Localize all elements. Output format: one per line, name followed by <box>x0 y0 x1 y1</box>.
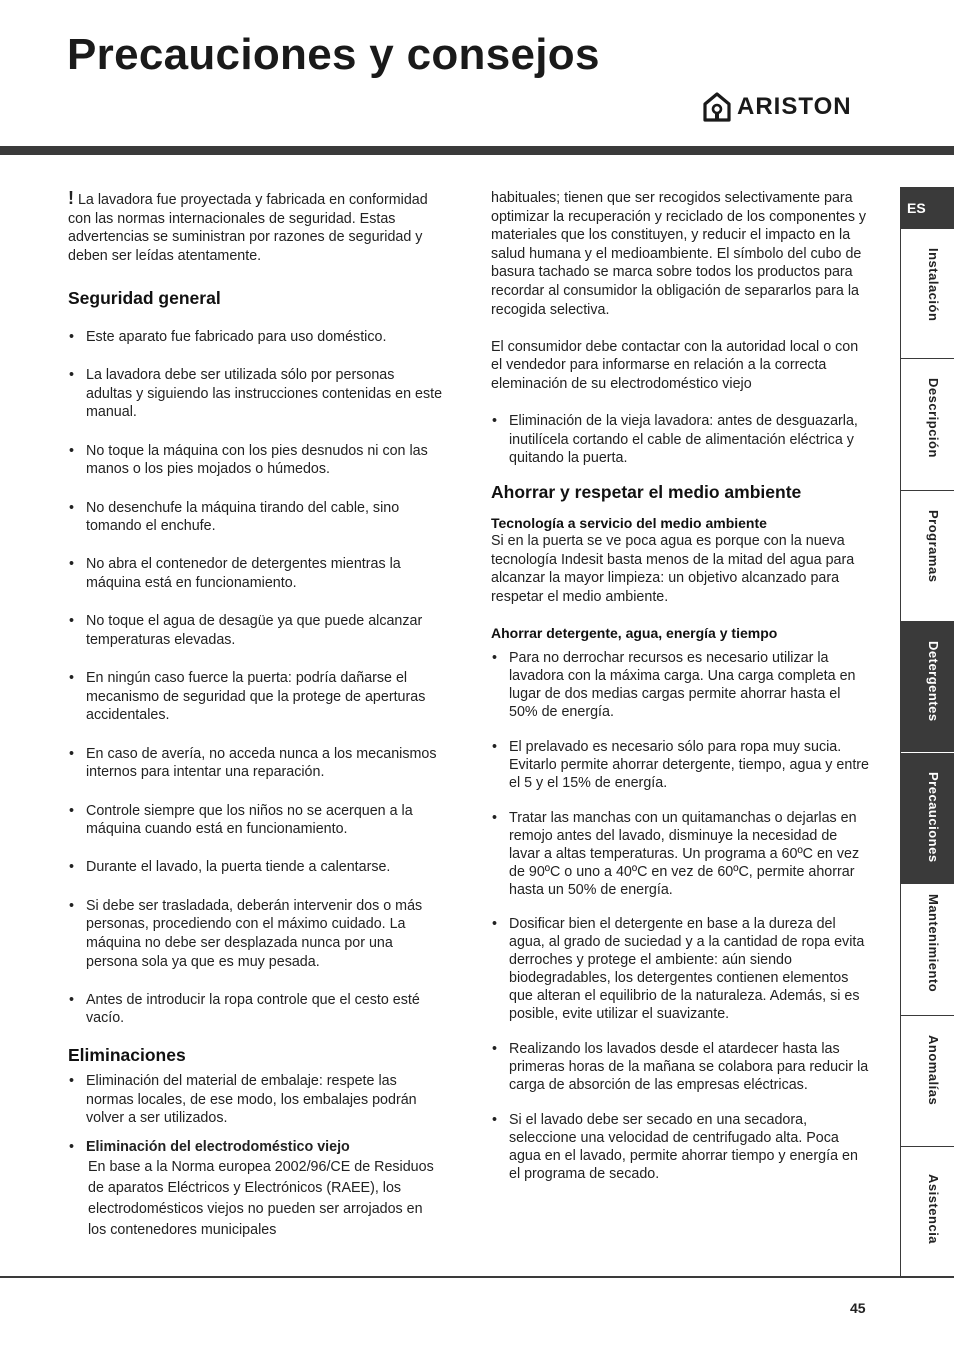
tab-programas[interactable] <box>901 490 954 621</box>
consumer-paragraph: El consumidor debe contactar con la autoridad local o con el vendedor para informarse en relación a la correcta eleminación de su electrodoméstico viejo <box>491 338 859 392</box>
tab-label: Anomalías <box>926 1035 941 1106</box>
ahorrar-list <box>491 649 871 1183</box>
list-item: • Si debe ser trasladada, deberán intervenir dos o más personas, procediendo con el máximo cuidado. La máquina no debe ser desplazada nunca por una persona sola ya que es muy pesada. <box>68 897 444 971</box>
tab-precauciones[interactable] <box>901 752 954 883</box>
tab-label: Programas <box>926 510 941 583</box>
tab-mantenimiento[interactable] <box>901 883 954 1015</box>
list-item <box>68 1138 444 1241</box>
vieja-list <box>491 412 871 468</box>
tab-label: Asistencia <box>926 1174 941 1245</box>
tab-descripcion[interactable] <box>901 358 954 490</box>
tab-instalacion[interactable] <box>901 228 954 358</box>
tab-label: Descripción <box>926 378 941 458</box>
eliminaciones-list <box>68 1072 444 1240</box>
list-item: • Eliminación del material de embalaje: respete las normas locales, de ese modo, los embalajes podrán volver a ser utilizados. <box>68 1072 444 1128</box>
list-item: • Si el lavado debe ser secado en una secadora, seleccione una velocidad de centrifugado alta. Poca agua en el lavado, permite ahorrar tiempo y energía en el programa de secado. <box>491 1111 871 1183</box>
list-item-heading: • Eliminación del electrodoméstico viejo <box>86 1139 350 1156</box>
heading-eliminaciones: Eliminaciones <box>68 1044 186 1065</box>
list-item: • La lavadora debe ser utilizada sólo por personas adultas y siguiendo las instrucciones contenidas en este manual. <box>68 366 444 422</box>
page-title: Precauciones y consejos <box>67 30 600 79</box>
list-item: • Antes de introducir la ropa controle que el cesto esté vacío. <box>68 991 444 1028</box>
continued-paragraph: habituales; tienen que ser recogidos selectivamente para optimizar la recuperación y reciclado de los componentes y materiales que los constituyen, y reducir el impacto en la salud humana y el medioambiente. El símbolo del cubo de basura tachado se marca sobre todos los productos para recordar al consumidor la obligación de separarlos para la recogida selectiva. <box>491 190 867 318</box>
list-item: • Este aparato fue fabricado para uso doméstico. <box>68 328 444 347</box>
heading-ahorrar: Ahorrar y respetar el medio ambiente <box>491 481 802 502</box>
tecnologia-paragraph: Si en la puerta se ve poca agua es porque con la nueva tecnología Indesit basta menos de la mitad del agua para alcanzar la mayor limpieza: un objetivo alcanzado para respetar el medio ambiente. <box>491 533 855 605</box>
list-item: • Para no derrochar recursos es necesario utilizar la lavadora con la máxima carga. Una carga completa en lugar de dos medias cargas permite ahorrar hasta el 50% de energía. <box>491 649 871 721</box>
header-rule <box>0 146 954 155</box>
intro-paragraph <box>68 189 444 265</box>
footer-rule <box>0 1276 954 1278</box>
language-tab[interactable] <box>901 187 954 228</box>
house-icon <box>703 92 731 122</box>
brand-logo <box>703 92 852 122</box>
warning-mark: ! <box>68 188 74 208</box>
list-item: • Realizando los lavados desde el atardecer hasta las primeras horas de la mañana se colabora para reducir la carga de absorción de las empresas eléctricas. <box>491 1040 871 1094</box>
tab-label: Precauciones <box>926 772 941 863</box>
section-sidebar <box>900 187 954 1278</box>
list-item: • No desenchufe la máquina tirando del cable, sino tomando el enchufe. <box>68 499 444 536</box>
tab-label: Instalación <box>926 248 941 322</box>
subheading-tecnologia: Tecnología a servicio del medio ambiente <box>491 514 767 531</box>
tab-label: Mantenimiento <box>926 894 941 993</box>
tab-asistencia[interactable] <box>901 1146 954 1278</box>
list-item: • No abra el contenedor de detergentes mientras la máquina está en funcionamiento. <box>68 555 444 592</box>
list-item: • En caso de avería, no acceda nunca a los mecanismos internos para intentar una reparación. <box>68 745 444 782</box>
list-item: • El prelavado es necesario sólo para ropa muy sucia. Evitarlo permite ahorrar detergente, tiempo, agua y entre el 5 y el 15% de energía. <box>491 738 871 792</box>
list-item: • Eliminación de la vieja lavadora: antes de desguazarla, inutilícela cortando el cable de alimentación eléctrica y quitando la puerta. <box>491 412 871 468</box>
tab-anomalias[interactable] <box>901 1015 954 1146</box>
tab-detergentes[interactable] <box>901 621 954 752</box>
list-item-body: En base a la Norma europea 2002/96/CE de Residuos de aparatos Eléctricos y Electrónicos (RAEE), los electrodomésticos viejos no pueden ser arrojados en los contenedores municipales <box>88 1158 434 1238</box>
subheading-ahorrar-detergente: Ahorrar detergente, agua, energía y tiempo <box>491 625 778 642</box>
right-column <box>491 189 871 1200</box>
seguridad-list <box>68 328 444 1028</box>
language-label: ES <box>907 200 926 216</box>
brand-name: ARISTON <box>737 93 852 120</box>
heading-seguridad-general: Seguridad general <box>68 288 221 309</box>
left-column <box>68 189 444 1251</box>
list-item: • Tratar las manchas con un quitamanchas o dejarlas en remojo antes del lavado, disminuye la necesidad de lavar a altas temperaturas. Un programa a 60ºC en vez de 90ºC o uno a 40ºC en vez de 60ºC, permite ahorrar hasta un 50% de energía. <box>491 809 871 899</box>
list-item: • En ningún caso fuerce la puerta: podría dañarse el mecanismo de seguridad que la protege de aperturas accidentales. <box>68 669 444 725</box>
intro-text: La lavadora fue proyectada y fabricada en conformidad con las normas internacionales de seguridad. Estas advertencias se suministran por razones de seguridad y deben ser leídas atentamente. <box>68 192 428 264</box>
list-item: • Dosificar bien el detergente en base a la dureza del agua, al grado de suciedad y a la cantidad de ropa evita derroches y protege el ambiente: aún siendo biodegradables, los detergentes contienen elementos que alteran el equilibrio de la naturaleza. Además, si es posible, evite utilizar el suavizante. <box>491 915 871 1023</box>
list-item: • No toque el agua de desagüe ya que puede alcanzar temperaturas elevadas. <box>68 612 444 649</box>
list-item: • Controle siempre que los niños no se acerquen a la máquina cuando está en funcionamiento. <box>68 802 444 839</box>
tab-label: Detergentes <box>926 641 941 722</box>
list-item: • No toque la máquina con los pies desnudos ni con las manos o los pies mojados o húmedos. <box>68 442 444 479</box>
list-item: • Durante el lavado, la puerta tiende a calentarse. <box>68 858 444 877</box>
page-number: 45 <box>850 1300 866 1316</box>
